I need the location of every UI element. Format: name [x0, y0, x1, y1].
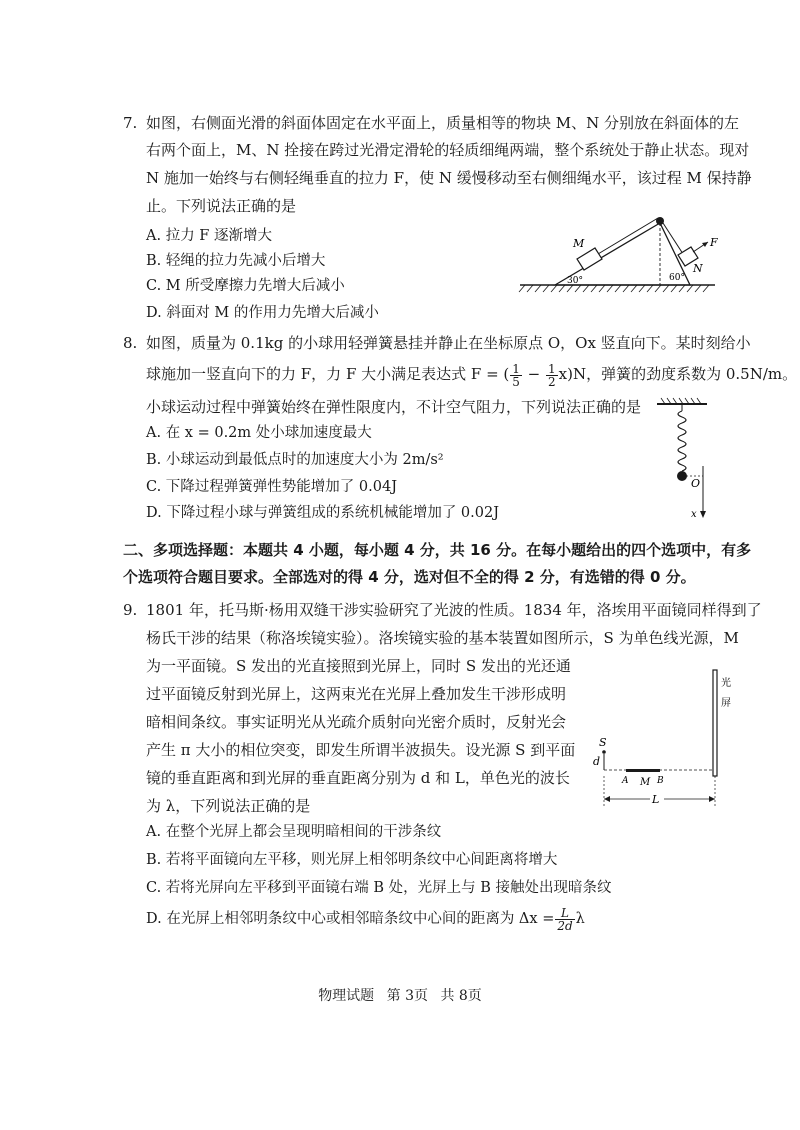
q7-option-c: C. M 所受摩擦力先增大后减小	[146, 278, 345, 294]
q8-line2-before: 球施加一竖直向下的力 F，力 F 大小满足表达式 F = (	[146, 365, 510, 383]
q9-option-c: C. 若将光屏向左平移到平面镜右端 B 处，光屏上与 B 接触处出现暗条纹	[146, 880, 612, 896]
frac1-numerator: 1	[512, 361, 520, 376]
block-m	[577, 248, 602, 270]
q7-option-b: B. 轻绳的拉力先减小后增大	[146, 253, 326, 269]
q7-incline-figure	[515, 205, 720, 300]
q9-number: 9.	[123, 601, 138, 619]
q7-option-d: D. 斜面对 M 的作用力先增大后减小	[146, 305, 379, 321]
q8-number: 8.	[123, 334, 138, 352]
label-n: N	[693, 262, 703, 275]
frac2-numerator: 1	[548, 361, 556, 376]
fraction-one-fifth	[510, 363, 522, 388]
label-m: M	[573, 237, 585, 250]
section-header-line-2: 个选项符合题目要求。全部选对的得 4 分，选对但不全的得 2 分，有选错的得 0 分。	[123, 568, 696, 586]
footer-subject: 物理试题	[318, 988, 375, 1004]
label-d: d	[593, 755, 601, 768]
label-o: O	[691, 477, 701, 490]
q8-spring-figure	[655, 396, 715, 521]
label-mirror-m: M	[640, 777, 651, 788]
q9-text-line-6: 产生 π 大小的相位突变，即发生所谓半波损失。设光源 S 到平面	[146, 741, 576, 759]
light-source-icon	[602, 750, 606, 754]
screen-label-1: 光	[721, 678, 731, 689]
q9-lloyd-mirror-figure	[590, 666, 740, 816]
q8-text-line-3: 小球运动过程中弹簧始终在弹性限度内，不计空气阻力，下列说法正确的是	[146, 398, 642, 416]
label-x: x	[691, 509, 697, 520]
q9-text-line-3: 为一平面镜。S 发出的光直接照到光屏上，同时 S 发出的光还通	[146, 657, 571, 675]
q8-line2-after: x)N，弹簧的劲度系数为 0.5N/m。	[558, 365, 798, 383]
screen-label-2: 屏	[721, 698, 731, 709]
q8-text-line-2	[146, 359, 797, 389]
optd-numerator: L	[555, 907, 574, 920]
footer-total: 共 8页	[440, 988, 482, 1004]
q8-option-d: D. 下降过程小球与弹簧组成的系统机械能增加了 0.02J	[146, 505, 500, 521]
force-arrow-icon	[702, 242, 708, 247]
q9-text-line-5: 暗相间条纹。事实证明光从光疏介质射向光密介质时，反射光会	[146, 713, 567, 731]
page-footer	[0, 985, 800, 1005]
section-header-line-1: 二、多项选择题：本题共 4 小题，每小题 4 分，共 16 分。在每小题给出的四个选项中，有多	[123, 541, 752, 559]
angle-60: 60°	[669, 273, 685, 283]
plane-mirror	[626, 769, 660, 772]
fraction-one-half	[546, 363, 558, 388]
q9-text-line-2: 杨氏干涉的结果（称洛埃镜实验）。洛埃镜实验的基本装置如图所示，S 为单色线光源，M	[146, 629, 739, 647]
label-f: F	[710, 236, 718, 249]
x-axis-arrow-icon	[700, 511, 706, 518]
label-a: A	[622, 776, 629, 786]
label-b: B	[657, 776, 664, 786]
angle-30: 30°	[567, 276, 583, 286]
q9-text-line-1: 1801 年，托马斯·杨用双缝干涉实验研究了光波的性质。1834 年，洛埃用平面镜同样得到了	[146, 601, 762, 619]
spring-icon	[678, 411, 686, 471]
q8-option-b: B. 小球运动到最低点时的加速度大小为 2m/s²	[146, 452, 444, 468]
q9-text-line-4: 过平面镜反射到光屏上，这两束光在光屏上叠加发生干涉形成明	[146, 685, 567, 703]
q8-option-a: A. 在 x = 0.2m 处小球加速度最大	[146, 425, 372, 441]
q9-optd-before: D. 在光屏上相邻明条纹中心或相邻暗条纹中心间的距离为 Δx =	[146, 911, 555, 927]
frac2-denominator: 2	[548, 374, 556, 389]
q7-text-line-3: N 施加一始终与右侧轻绳垂直的拉力 F，使 N 缓慢移动至右侧细绳水平，该过程 M 保持静	[146, 169, 752, 187]
q7-text-line-1: 如图，右侧面光滑的斜面体固定在水平面上，质量相等的物块 M、N 分别放在斜面体的左	[146, 114, 740, 132]
q7-text-line-4: 止。下列说法正确的是	[146, 197, 297, 215]
q9-option-d	[146, 902, 585, 936]
q9-option-b: B. 若将平面镜向左平移，则光屏上相邻明条纹中心间距离将增大	[146, 852, 558, 868]
q8-option-c: C. 下降过程弹簧弹性势能增加了 0.04J	[146, 479, 398, 495]
light-screen	[713, 670, 717, 776]
q8-text-line-1: 如图，质量为 0.1kg 的小球用轻弹簧悬挂并静止在坐标原点 O，Ox 竖直向下。某时刻给小	[146, 334, 751, 352]
q9-text-line-8: 为 λ，下列说法正确的是	[146, 797, 311, 815]
label-s: S	[599, 736, 607, 749]
frac1-denominator: 5	[512, 374, 520, 389]
optd-denominator: 2d	[557, 918, 573, 933]
q7-text-line-2: 右两个面上，M、N 拴接在跨过光滑定滑轮的轻质细绳两端，整个系统处于静止状态。现对	[146, 141, 750, 159]
q7-option-a: A. 拉力 F 逐渐增大	[146, 228, 272, 244]
fraction-l-over-2d	[555, 907, 574, 932]
q9-text-line-7: 镜的垂直距离和到光屏的垂直距离分别为 d 和 L，单色光的波长	[146, 769, 570, 787]
q7-number: 7.	[123, 114, 138, 132]
q9-optd-after: λ	[575, 911, 585, 927]
label-l: L	[652, 793, 660, 806]
footer-page: 第 3页	[386, 988, 428, 1004]
q8-minus: −	[522, 365, 546, 383]
q9-option-a: A. 在整个光屏上都会呈现明暗相间的干涉条纹	[146, 824, 442, 840]
